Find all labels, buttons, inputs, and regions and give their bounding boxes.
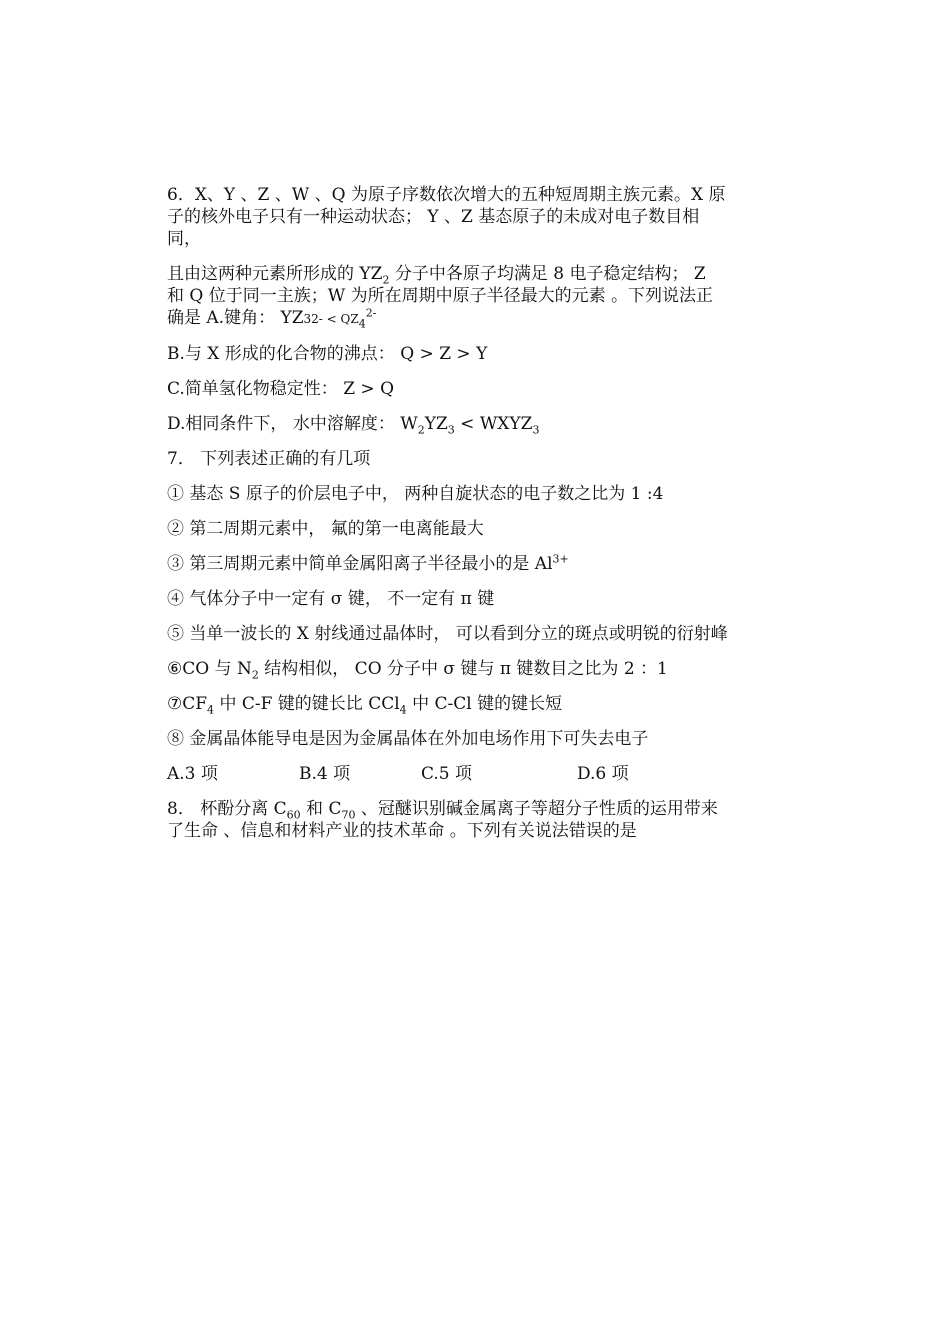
q6-line-4: 且由这两种元素所形成的 $YZ_2$ 分子中各原子均满足 8 电子稳定结构； Z <box>167 264 706 287</box>
q6-option-d: D.相同条件下， 水中溶解度： $W_2YZ_3$ < $WXYZ_3$ <box>167 414 540 437</box>
q7-item-4: ④ 气体分子中一定有 σ 键， 不一定有 π 键 <box>167 589 495 609</box>
q8-line-2: 了生命 、信息和材料产业的技术革命 。下列有关说法错误的是 <box>167 821 637 841</box>
q6-line-1: 6．X、Y 、Z 、W 、Q 为原子序数依次增大的五种短周期主族元素。X 原 <box>167 185 726 205</box>
q8-line-1: 8． 杯酚分离 $C_{60}$ 和 $C_{70}$ 、冠醚识别碱金属离子等超分子性质的运用带来 <box>167 799 718 822</box>
q6-line-3: 同， <box>167 229 201 249</box>
q7-stem: 7． 下列表述正确的有几项 <box>167 449 371 469</box>
q6-option-b: B.与 X 形成的化合物的沸点： Q > Z > Y <box>167 344 488 364</box>
question-6 <box>167 184 792 435</box>
q7-item-7: $⑦CF_4$ 中 C-F 键的键长比 CCl$_4$ 中 C-Cl 键的键长短 <box>167 694 563 717</box>
document-content <box>167 184 792 842</box>
q6-option-a: 确是 A.键角： $YZ32- < QZ_4^{2-}$ <box>167 306 377 331</box>
q7-answer-options <box>167 763 792 785</box>
q7-option-d: D.6 项 <box>577 764 629 784</box>
q7-option-c: C.5 项 <box>421 764 473 784</box>
q6-line-2: 子的核外电子只有一种运动状态； Y 、Z 基态原子的未成对电子数目相 <box>167 207 700 227</box>
question-7 <box>167 448 792 785</box>
q7-item-6: ⑥CO 与 $N_2$ 结构相似， CO 分子中 σ 键与 π 键数目之比为 2 ：1 <box>167 659 668 682</box>
q7-item-1: ① 基态 S 原子的价层电子中， 两种自旋状态的电子数之比为 1 :4 <box>167 484 664 504</box>
q7-item-5: ⑤ 当单一波长的 X 射线通过晶体时， 可以看到分立的斑点或明锐的衍射峰 <box>167 624 728 644</box>
q6-option-c: C.简单氢化物稳定性： Z > Q <box>167 379 395 399</box>
q6-line-5: 和 Q 位于同一主族；W 为所在周期中原子半径最大的元素 。下列说法正 <box>167 286 714 306</box>
q7-option-b: B.4 项 <box>299 764 351 784</box>
question-8 <box>167 798 792 842</box>
q7-item-8: ⑧ 金属晶体能导电是因为金属晶体在外加电场作用下可失去电子 <box>167 729 649 749</box>
q7-option-a: A.3 项 <box>167 764 218 784</box>
q7-item-2: ② 第二周期元素中， 氟的第一电离能最大 <box>167 519 484 539</box>
q7-item-3: ③ 第三周期元素中简单金属阳离子半径最小的是 $Al^{3+}$ <box>167 552 569 574</box>
